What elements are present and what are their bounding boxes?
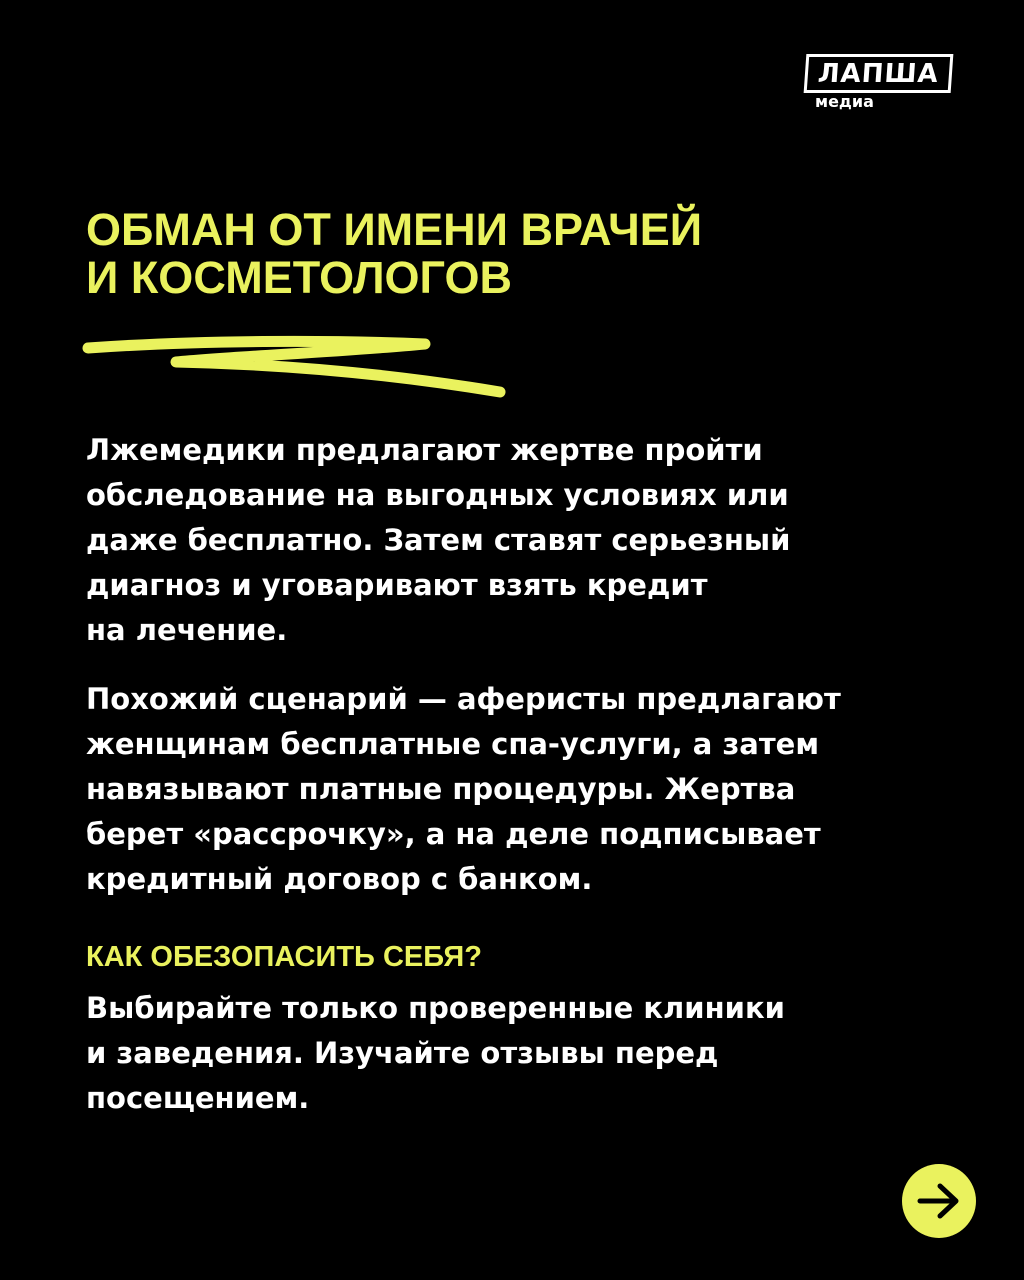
text-line: Выбирайте только проверенные клиники [86, 991, 785, 1025]
text-line: на лечение. [86, 613, 288, 647]
text-line: навязывают платные процедуры. Жертва [86, 772, 796, 806]
zigzag-scribble-icon [80, 330, 510, 402]
text-line: диагноз и уговаривают взять кредит [86, 568, 708, 602]
paragraph-spa-scheme [86, 677, 966, 902]
tip-text [86, 986, 966, 1121]
next-slide-button[interactable] [902, 1164, 976, 1238]
text-line: посещением. [86, 1081, 310, 1115]
text-line: женщинам бесплатные спа-услуги, а затем [86, 727, 820, 761]
text-line: Лжемедики предлагают жертве пройти [86, 433, 763, 467]
text-line: берет «рассрочку», а на деле подписывает [86, 817, 821, 851]
text-line: и заведения. Изучайте отзывы перед [86, 1036, 719, 1070]
text-line: Похожий сценарий — аферисты предлагают [86, 682, 841, 716]
title-line: И КОСМЕТОЛОГОВ [86, 252, 512, 303]
brand-sub: медиа [815, 92, 874, 111]
tip-heading: КАК ОБЕЗОПАСИТЬ СЕБЯ? [86, 941, 482, 973]
text-line: кредитный договор с банком. [86, 862, 593, 896]
text-line: обследование на выгодных условиях или [86, 478, 789, 512]
paragraph-fake-doctors [86, 428, 966, 653]
brand-logo [805, 54, 975, 110]
text-line: даже бесплатно. Затем ставят серьезный [86, 523, 791, 557]
arrow-right-icon [916, 1181, 962, 1221]
page-title [86, 206, 966, 302]
title-line: ОБМАН ОТ ИМЕНИ ВРАЧЕЙ [86, 204, 703, 255]
brand-name: ЛАПША [804, 54, 953, 93]
